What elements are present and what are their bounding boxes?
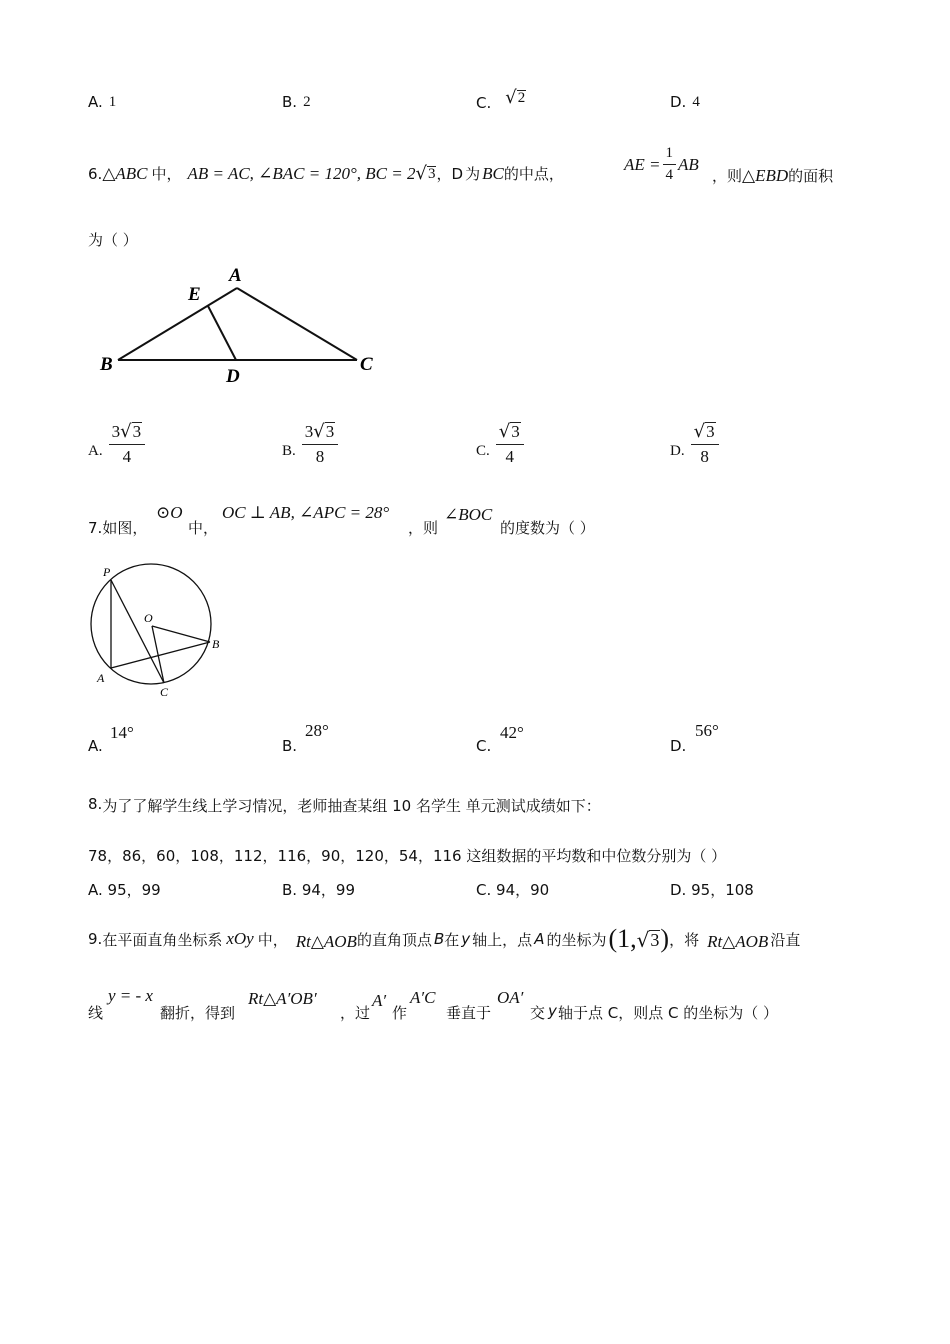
option-value: 4: [692, 93, 700, 110]
option-fraction: √ 3 4: [496, 422, 524, 465]
q7-option-b-value: 28°: [305, 721, 329, 740]
q8-stem-line2: 78，86，60，108，112，116，90，120，54，116 这组数据的平均数和中位数分别为（ ）: [88, 847, 727, 865]
segment-pc: [111, 580, 164, 683]
line-equation: y = - x: [108, 986, 153, 1005]
option-fraction: 3 √ 3 8: [302, 422, 338, 465]
q5-option-d: [670, 93, 700, 111]
option-value: 1: [108, 93, 117, 110]
option-fraction: √ 3 8: [691, 422, 719, 465]
q6-option-a: [88, 422, 145, 465]
rt-triangle-prime: Rt△A′OB′: [248, 989, 317, 1008]
option-letter: A.: [88, 93, 103, 111]
segment-ac: [237, 288, 357, 360]
circle-o: ⊙O: [156, 503, 183, 522]
q6-stem: 6. △ABC 中， AB = AC, ∠BAC = 120°, BC = 2 √ 3 ， D 为 BC 的中点，: [88, 162, 564, 184]
sqrt-3: √ 3: [415, 162, 436, 184]
q8-option-b: B. 94，99: [282, 881, 356, 899]
option-letter: B.: [282, 442, 296, 459]
q7-condition: OC ⊥ AB, ∠APC = 28°: [222, 503, 390, 522]
q6-option-d: [670, 422, 719, 465]
label-e: E: [188, 284, 201, 305]
segment-ed: [208, 306, 236, 360]
label-b: B: [100, 354, 113, 375]
q9-xian: 线: [88, 1004, 104, 1022]
label-c: C: [160, 685, 169, 699]
option-value: 2: [303, 93, 311, 110]
q7-option-b-letter: B.: [282, 737, 298, 755]
q6-stem-line2: 为（ ）: [88, 231, 138, 249]
question-number: 6.: [88, 164, 103, 183]
q8-option-d: D. 95，108: [670, 881, 754, 899]
segment-oa-prime: OA′: [497, 988, 524, 1007]
label-p: P: [103, 565, 111, 579]
option-fraction: 3 √ 3 4: [109, 422, 145, 465]
q7-stem-start: 7. 如图，: [88, 518, 148, 537]
q7-option-a-letter: A.: [88, 737, 103, 755]
q5-option-a: [88, 93, 116, 111]
segment-ob: [152, 626, 210, 642]
q6-ae-expression: AE = $\frac{1}{4}$ AB: [624, 145, 699, 183]
option-letter: B.: [282, 93, 298, 111]
q5-option-b: [282, 93, 311, 111]
label-d: D: [226, 366, 240, 387]
question-number: 7.: [88, 518, 103, 537]
condition: AB = AC, ∠BAC = 120°, BC = 2: [187, 163, 416, 183]
label-a: A: [97, 671, 105, 685]
q7-option-d-letter: D.: [670, 737, 687, 755]
sqrt-expression: √ 2: [505, 87, 526, 108]
segment-a-prime-c: A′C: [410, 988, 436, 1007]
q6-triangle-figure: [90, 258, 390, 388]
label-o: O: [144, 611, 153, 625]
q6-option-c: [476, 422, 524, 465]
option-letter: C.: [476, 442, 490, 459]
angle-boc: ∠BOC: [444, 505, 493, 524]
q8-option-a: A. 95，99: [88, 881, 161, 899]
q9-stem-line1: 9. 在平面直角坐标系 xOy 中， Rt△AOB 的直角顶点 B 在 y 轴上，点 A 的坐标为 (1, √ 3 ) ，将 Rt△AOB 沿直: [88, 924, 801, 953]
coordinate: (1, √ 3 ): [608, 924, 670, 953]
q7-option-c-value: 42°: [500, 723, 524, 742]
label-c: C: [360, 354, 373, 375]
q7-option-a-value: 14°: [110, 723, 134, 742]
q5-option-c: [476, 84, 526, 112]
q7-circle-figure: [88, 562, 228, 702]
option-letter: C.: [476, 94, 492, 112]
q7-option-c-letter: C.: [476, 737, 492, 755]
fraction-quarter: $\frac{1}{4}$: [663, 146, 677, 183]
point-a-prime: A′: [372, 991, 387, 1010]
label-b: B: [212, 637, 220, 651]
q7-option-d-value: 56°: [695, 721, 719, 740]
segment-ba: [118, 288, 237, 360]
option-letter: D.: [670, 93, 687, 111]
option-letter: D.: [670, 442, 685, 459]
option-letter: A.: [88, 442, 103, 459]
question-number: 9.: [88, 930, 103, 948]
q8-stem-line1: 8. 为了了解学生线上学习情况，老师抽查某组 10 名学生 单元测试成绩如下：: [88, 795, 601, 815]
q6-stem-end: ，则 △EBD 的面积: [712, 165, 834, 185]
label-a: A: [229, 265, 242, 286]
question-number: 8.: [88, 795, 103, 813]
q6-option-b: [282, 422, 338, 465]
triangle-abc: △ABC: [102, 163, 148, 183]
q8-option-c: C. 94，90: [476, 881, 550, 899]
